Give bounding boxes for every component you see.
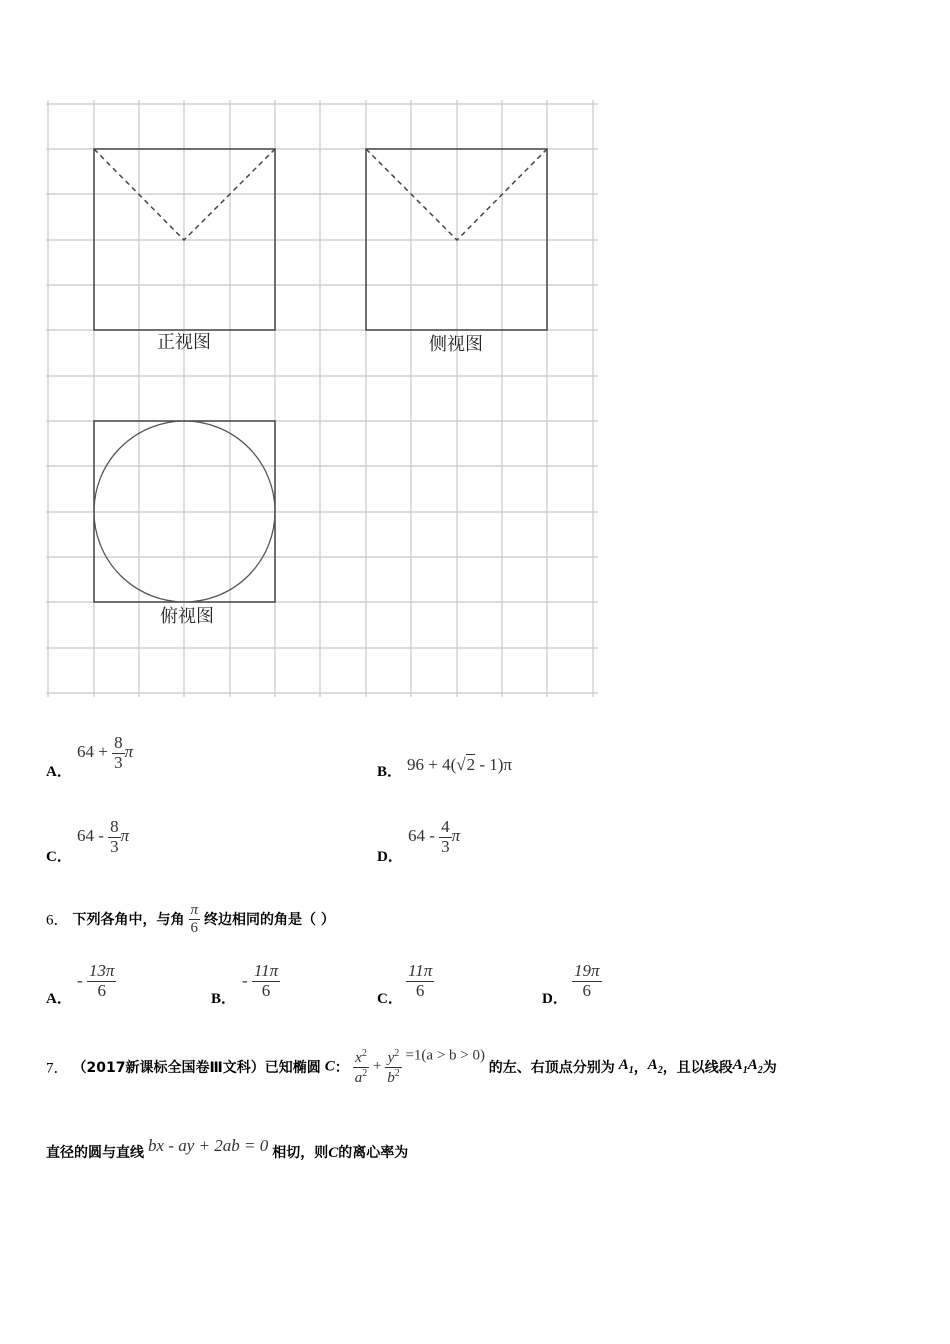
line-equation: bx - ay + 2ab = 0 [148, 1136, 269, 1155]
option-label: C． [46, 849, 72, 865]
option-label: A． [46, 764, 72, 780]
option-b-expression: - $\frac{11\pi}{6}$ [242, 961, 279, 1000]
question-text-3: ，且以线段 [662, 1059, 733, 1076]
question-text: 下列各角中，与角 [72, 912, 185, 928]
side-view-label: 侧视图 [429, 334, 483, 355]
vertex-a2: $A_2$ [647, 1057, 663, 1077]
angle-fraction: $\frac{\pi}{6}$ [190, 902, 199, 936]
question-text-2: 的左、右顶点分别为 [488, 1059, 615, 1076]
question-text-4: 为 [762, 1059, 777, 1076]
option-c-expression: 64 - $\frac{8}{3}$ π [77, 817, 130, 856]
grid [46, 100, 598, 697]
ellipse-equation: $\frac{x^2}{a^2}$ + $\frac{y^2}{b^2}$ =1(a > b > 0) [354, 1048, 485, 1086]
segment-a1a2: $A_1A_2$ [732, 1057, 763, 1077]
top-view-label: 俯视图 [160, 606, 214, 627]
question-6 [46, 902, 335, 936]
option-d-expression: 64 - $\frac{4}{3}$ π [408, 817, 461, 856]
option-label: C． [377, 991, 403, 1007]
option-label: D． [542, 991, 568, 1007]
question-7: 7． （2017新课标全国卷Ⅲ文科）已知椭圆 C： $\frac{x^2}{a^2}$ + $\frac{y^2}{b^2}$ =1(a > b > 0) 的左、右顶点分别为 $A_1$，$A_2$，且以线段$A_1A_2$为 [46, 1048, 777, 1086]
option-label: A． [46, 991, 72, 1007]
front-view-label: 正视图 [157, 332, 211, 353]
question-text: 直径的圆与直线 [46, 1145, 144, 1161]
option-a-expression: - $\frac{13\pi}{6}$ [77, 961, 115, 1000]
question-text: 已知椭圆 [264, 1059, 321, 1076]
option-label: D． [377, 849, 403, 865]
option-b-expression: 96 + 4(√2 - 1)π [407, 755, 512, 774]
vertex-a1: $A_1$ [618, 1057, 634, 1077]
question-number: 7． [46, 1060, 69, 1077]
question-text-2: 相切，则 [272, 1145, 329, 1161]
option-label: B． [211, 991, 237, 1007]
ellipse-name: C [328, 1145, 339, 1161]
option-d-expression: $\frac{19\pi}{6}$ [574, 961, 600, 1000]
three-view-figure [0, 0, 640, 710]
option-label: B． [377, 764, 403, 780]
ellipse-name: C [324, 1058, 335, 1075]
question-text-2: 终边相同的角是（ ） [204, 912, 335, 928]
option-c-expression: $\frac{11\pi}{6}$ [408, 961, 433, 1000]
option-a-expression: 64 + $\frac{8}{3}$ π [77, 733, 134, 772]
question-source: （2017新课标全国卷Ⅲ文科） [72, 1059, 265, 1076]
question-7-line-2 [46, 1136, 409, 1162]
question-text-3: 的离心率为 [338, 1145, 409, 1161]
question-number: 6． [46, 912, 69, 929]
